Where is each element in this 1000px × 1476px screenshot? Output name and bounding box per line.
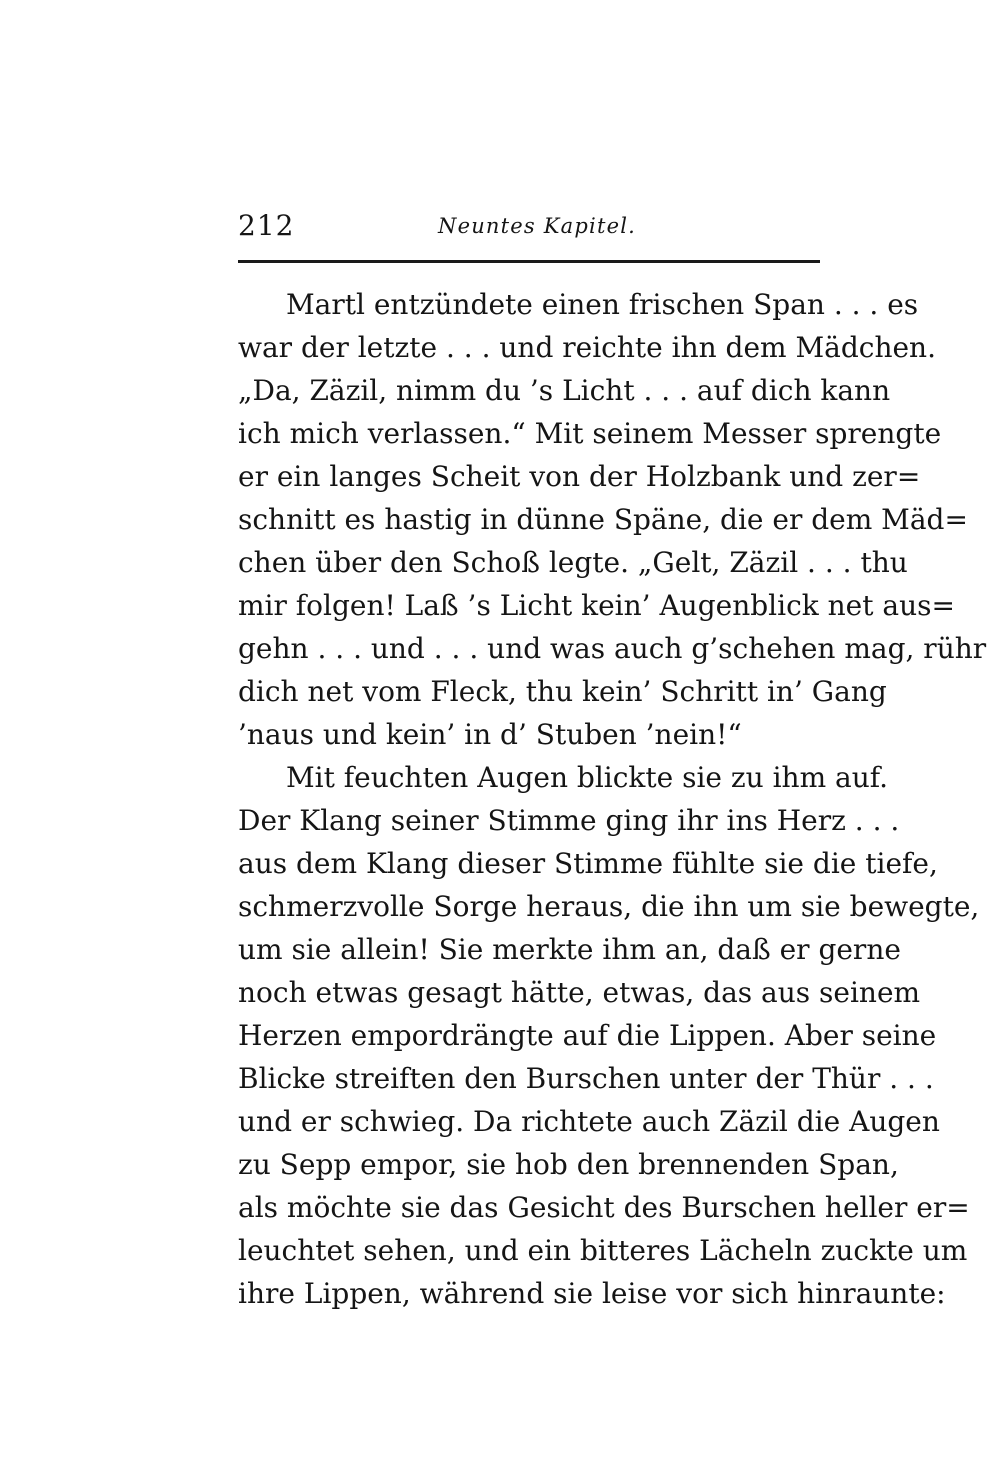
body-line-14: aus dem Klang dieser Stimme fühlte sie die tiefe, xyxy=(238,847,938,880)
body-line-12: Mit feuchten Augen blickte sie zu ihm auf. xyxy=(286,761,889,794)
body-line-15: schmerzvolle Sorge heraus, die ihn um sie bewegte, xyxy=(238,890,980,923)
body-line-5: er ein langes Scheit von der Holzbank und zer= xyxy=(238,460,921,493)
body-line-17: noch etwas gesagt hätte, etwas, das aus seinem xyxy=(238,976,921,1009)
body-line-24: ihre Lippen, während sie leise vor sich hinraunte: xyxy=(238,1277,946,1310)
body-line-16: um sie allein! Sie merkte ihm an, daß er gerne xyxy=(238,933,901,966)
body-line-13: Der Klang seiner Stimme ging ihr ins Herz . . . xyxy=(238,804,900,837)
body-line-1: Martl entzündete einen frischen Span . . . es xyxy=(286,288,919,321)
body-line-21: zu Sepp empor, sie hob den brennenden Span, xyxy=(238,1148,899,1181)
body-line-11: ’naus und kein’ in d’ Stuben ’nein!“ xyxy=(238,718,742,751)
body-line-18: Herzen empordrängte auf die Lippen. Aber seine xyxy=(238,1019,937,1052)
header-rule xyxy=(238,260,820,263)
body-line-3: „Da, Zäzil, nimm du ’s Licht . . . auf dich kann xyxy=(238,374,891,407)
body-line-10: dich net vom Fleck, thu kein’ Schritt in’ Gang xyxy=(238,675,887,708)
page-number: 212 xyxy=(238,209,295,242)
body-line-6: schnitt es hastig in dünne Späne, die er dem Mäd= xyxy=(238,503,968,536)
body-line-2: war der letzte . . . und reichte ihn dem Mädchen. xyxy=(238,331,936,364)
body-line-9: gehn . . . und . . . und was auch g’schehen mag, rühr xyxy=(238,632,987,665)
body-line-23: leuchtet sehen, und ein bitteres Lächeln zuckte um xyxy=(238,1234,968,1267)
body-line-8: mir folgen! Laß ’s Licht kein’ Augenblick net aus= xyxy=(238,589,955,622)
body-line-19: Blicke streiften den Burschen unter der Thür . . . xyxy=(238,1062,934,1095)
running-title: Neuntes Kapitel. xyxy=(438,214,636,238)
body-line-22: als möchte sie das Gesicht des Burschen heller er= xyxy=(238,1191,970,1224)
body-line-20: und er schwieg. Da richtete auch Zäzil die Augen xyxy=(238,1105,940,1138)
body-line-7: chen über den Schoß legte. „Gelt, Zäzil . . . thu xyxy=(238,546,908,579)
page-header xyxy=(238,206,820,246)
body-line-4: ich mich verlassen.“ Mit seinem Messer sprengte xyxy=(238,417,942,450)
